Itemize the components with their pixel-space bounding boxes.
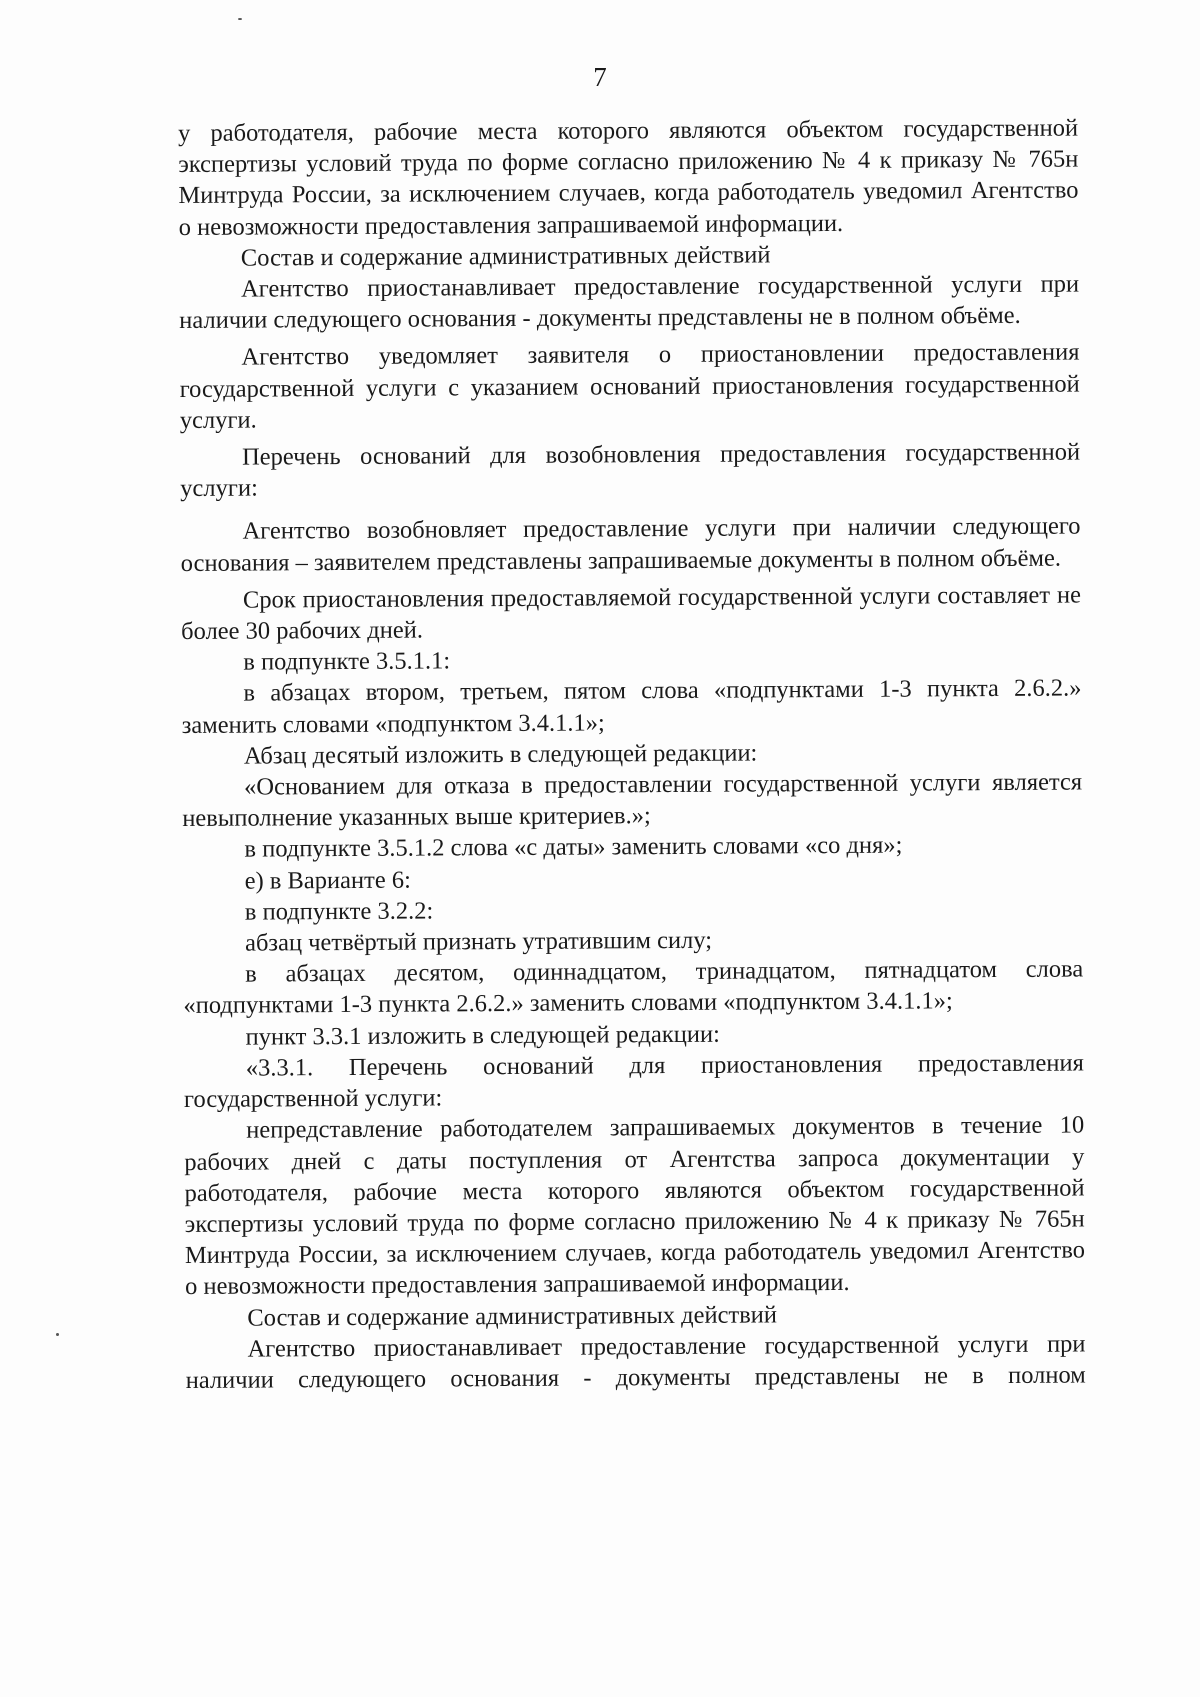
paragraph: в подпункте 3.5.1.2 слова «с даты» заменить словами «со дня»; [244, 832, 903, 864]
paragraph: в абзацах десятом, одиннадцатом, тринадцатом, пятнадцатом слова «подпунктами 1-3 пункта 2.6.2.» заменить словами «подпунктом 3.4.1.1»; [183, 955, 1084, 1020]
paragraph: в абзацах втором, третьем, пятом слова «подпунктами 1-3 пункта 2.6.2.» заменить словами «подпунктом 3.4.1.1»; [181, 674, 1082, 739]
document-body [178, 113, 1086, 1397]
paragraph-continuation: у работодателя, рабочие места которого являются объектом государственной экспертизы условий труда по форме согласно приложению № 4 к приказу № 765н Минтруда России, за исключением случаев, когда работодатель уведомил Агентство о невозможности предоставления запрашиваемой информации. [178, 114, 1079, 241]
paragraph: Агентство уведомляет заявителя о приостановлении предоставления государственной услуги с указанием оснований приостановления государственной услуги. [179, 338, 1080, 434]
section-heading: Состав и содержание административных действий [247, 1300, 778, 1332]
scan-dust-mark-top [238, 18, 242, 20]
section-heading: Состав и содержание административных действий [240, 241, 771, 272]
paragraph: пункт 3.3.1 изложить в следующей редакции: [245, 1020, 720, 1051]
paragraph: Срок приостановления предоставляемой государственной услуги составляет не более 30 рабочих дней. [181, 581, 1082, 646]
quoted-paragraph: «3.3.1. Перечень оснований для приостановления предоставления государственной услуги: [183, 1049, 1084, 1114]
quoted-paragraph: «Основанием для отказа в предоставлении государственной услуги является невыполнение указанных выше критериев.»; [182, 768, 1083, 833]
paragraph: Абзац десятый изложить в следующей редакции: [243, 739, 758, 770]
paragraph: непредставление работодателем запрашиваемых документов в течение 10 рабочих дней с даты поступления от Агентства запроса документации у работодателя, рабочие места которого являются объектом государственной экспертизы условий труда по форме согласно приложению № 4 к приказу № 765н Минтруда России, за исключением случаев, когда работодатель уведомил Агентство о невозможности предоставления запрашиваемой информации. [184, 1111, 1086, 1301]
paragraph: абзац четвёртый признать утратившим силу; [244, 926, 713, 957]
paragraph: Агентство приостанавливает предоставление государственной услуги при наличии следующего основания - документы представлены не в полном объёме. [179, 270, 1080, 335]
page-number: 7 [593, 62, 607, 92]
paragraph: Агентство возобновляет предоставление услуги при наличии следующего основания – заявителем представлены запрашиваемые документы в полном объёме. [180, 512, 1081, 577]
paragraph: в подпункте 3.2.2: [244, 897, 434, 926]
paragraph: е) в Варианте 6: [244, 866, 411, 895]
paragraph-truncated: Агентство приостанавливает предоставление государственной услуги при наличии следующего основания - документы представлены не в полном [185, 1330, 1086, 1394]
paragraph: в подпункте 3.5.1.1: [243, 647, 451, 676]
scan-dust-mark-left [56, 1333, 59, 1336]
paragraph: Перечень оснований для возобновления предоставления государственной услуги: [180, 438, 1081, 503]
